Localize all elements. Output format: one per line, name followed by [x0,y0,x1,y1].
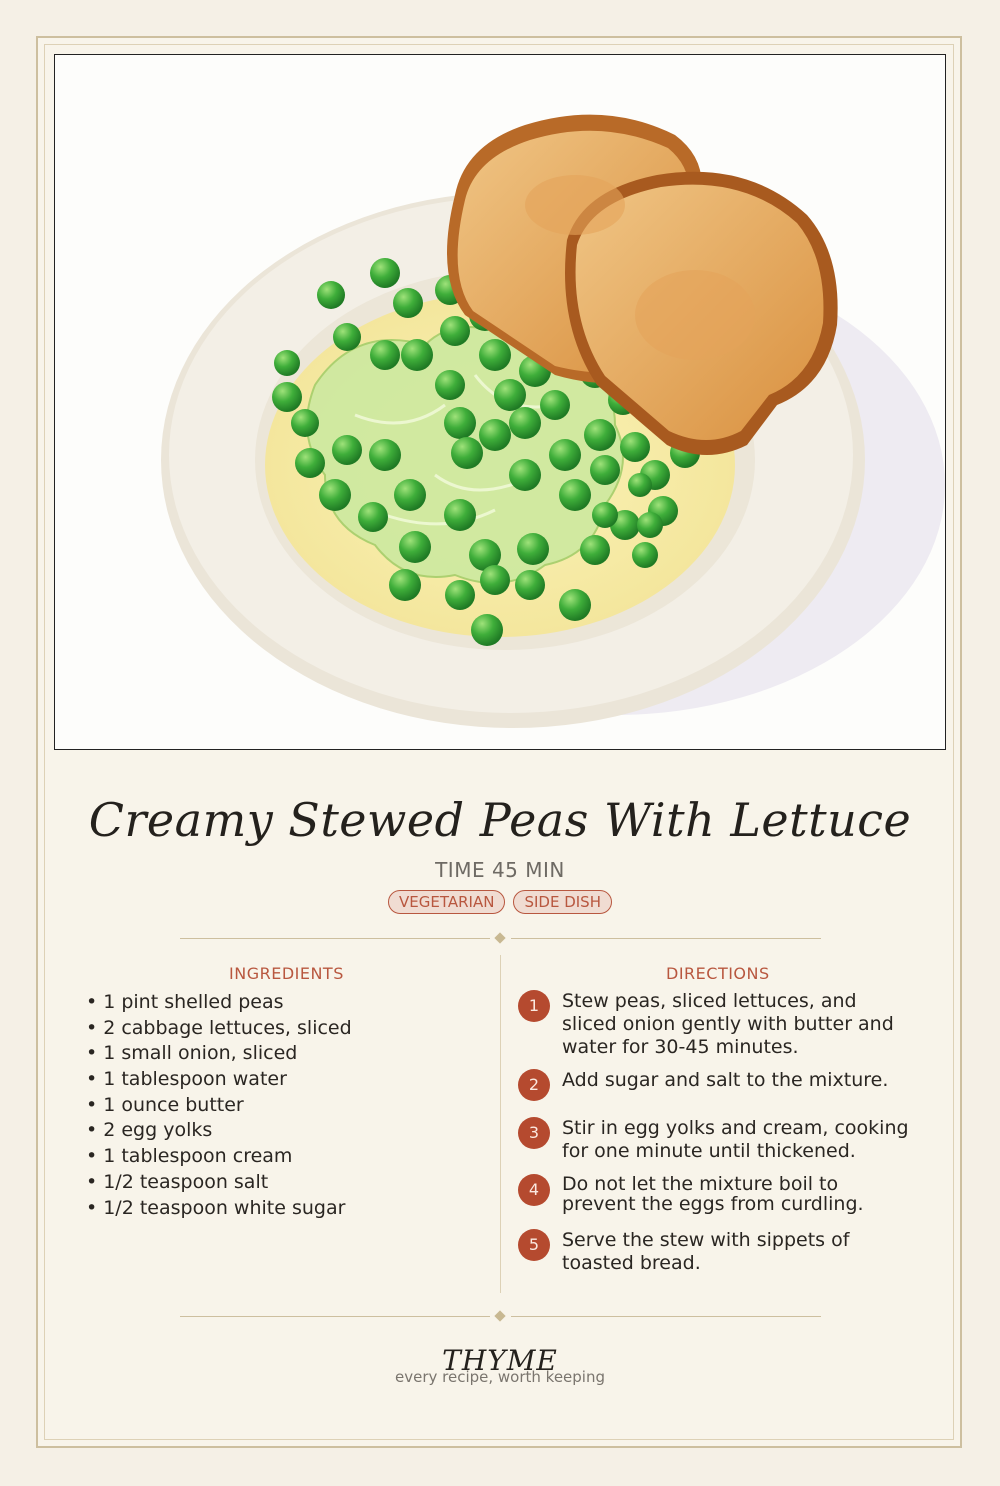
ingredient-item: • 1 pint shelled peas [86,990,352,1016]
step-number-badge: 3 [518,1117,550,1149]
ingredients-list [86,990,352,1221]
diamond-ornament-icon [494,932,505,943]
column-divider [500,955,501,1293]
diamond-ornament-icon [494,1310,505,1321]
ingredient-item: • 1/2 teaspoon white sugar [86,1196,352,1222]
ingredient-item: • 1 tablespoon water [86,1067,352,1093]
direction-step-5 [518,1229,918,1275]
step-number-badge: 5 [518,1229,550,1261]
directions-heading: DIRECTIONS [666,964,770,983]
step-text: Stew peas, sliced lettuces, and sliced onion gently with butter and water for 30-45 minutes. [562,990,894,1058]
step-number-badge: 2 [518,1069,550,1101]
ingredient-item: • 1 small onion, sliced [86,1041,352,1067]
step-text: Stir in egg yolks and cream, cooking for one minute until thickened. [562,1117,909,1162]
top-divider [180,932,821,946]
step-text: Add sugar and salt to the mixture. [562,1069,889,1091]
peas-plate-illustration [55,55,946,750]
direction-step-3 [518,1117,918,1163]
tag-vegetarian[interactable]: VEGETARIAN [388,890,505,914]
ingredient-item: • 1/2 teaspoon salt [86,1170,352,1196]
cook-time: TIME 45 MIN [435,858,565,882]
step-number-badge: 1 [518,990,550,1022]
bottom-divider [180,1310,821,1324]
step-text: Do not let the mixture boil to prevent the eggs from curdling. [562,1173,864,1215]
recipe-title: Creamy Stewed Peas With Lettuce [88,793,912,847]
step-number-badge: 4 [518,1174,550,1206]
tag-list [0,890,1000,914]
step-text: Serve the stew with sippets of toasted bread. [562,1229,850,1274]
ingredients-heading: INGREDIENTS [229,964,344,983]
ingredient-item: • 2 egg yolks [86,1118,352,1144]
ingredient-item: • 1 ounce butter [86,1093,352,1119]
brand-logo: THYME [442,1344,558,1377]
ingredient-item: • 2 cabbage lettuces, sliced [86,1016,352,1042]
recipe-photo [54,54,946,750]
direction-step-1 [518,990,918,1059]
direction-step-4 [518,1174,918,1214]
tag-side-dish[interactable]: SIDE DISH [513,890,612,914]
brand-tagline: every recipe, worth keeping [394,1368,605,1386]
direction-step-2 [518,1069,918,1101]
ingredient-item: • 1 tablespoon cream [86,1144,352,1170]
